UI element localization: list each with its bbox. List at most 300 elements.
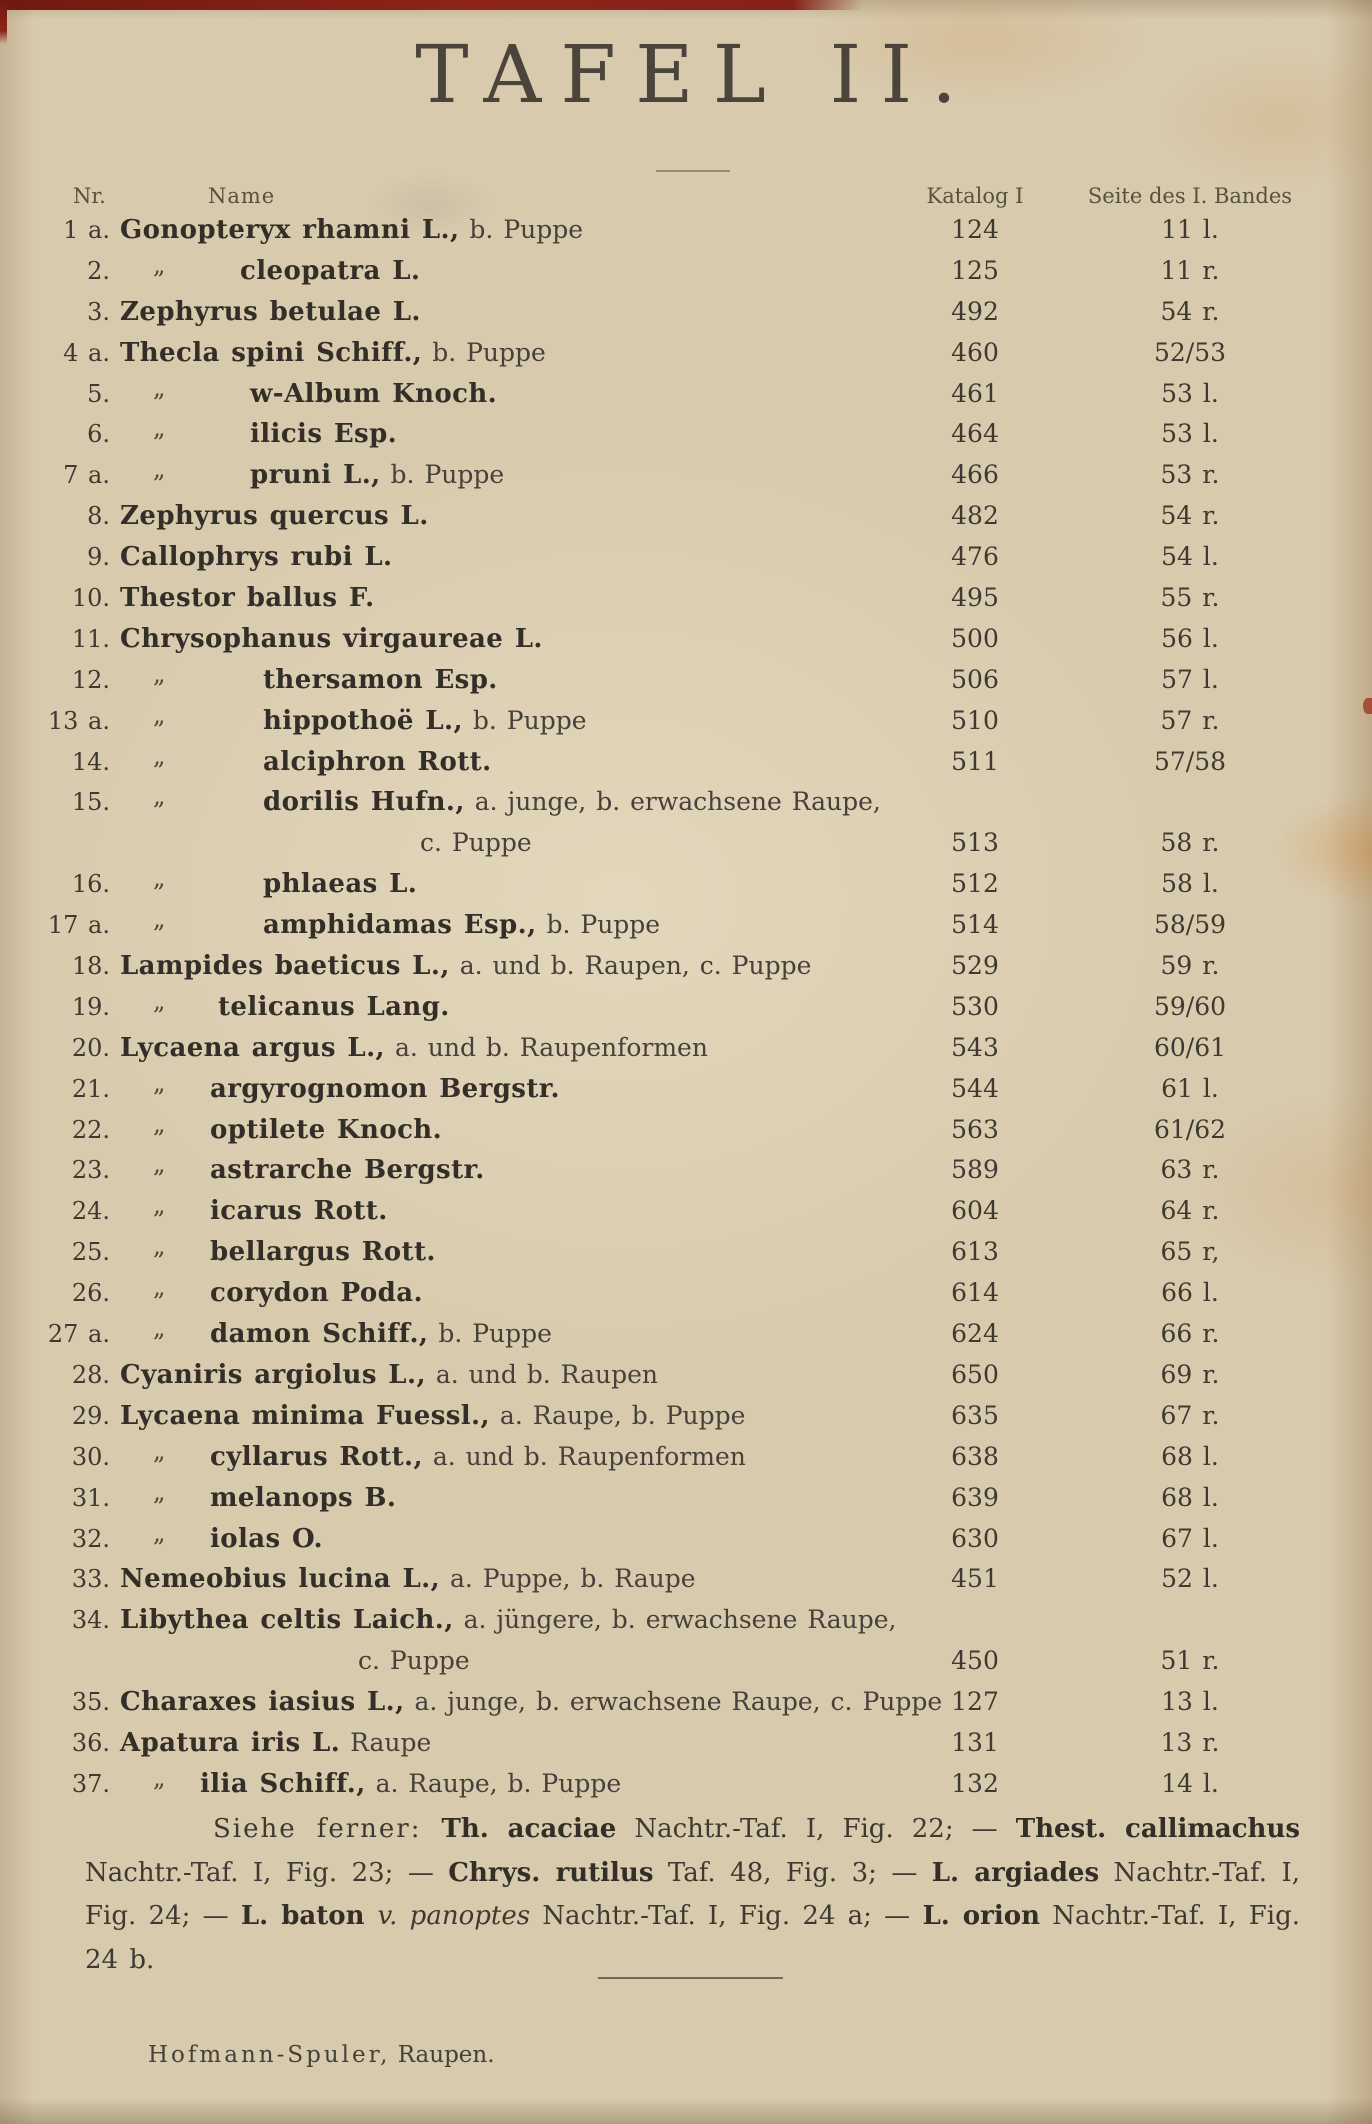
row-nr: 17 a. bbox=[47, 911, 110, 940]
row-species-bold: phlaeas L. bbox=[263, 869, 418, 900]
row-katalog-number: 614 bbox=[951, 1278, 999, 1308]
red-page-edge-top bbox=[0, 0, 862, 10]
row-species-bold: damon Schiff., bbox=[210, 1319, 429, 1350]
row-ditto-mark: „ bbox=[153, 905, 166, 934]
row-name-text bbox=[120, 210, 583, 251]
row-seite-ref: 65 r, bbox=[1160, 1237, 1220, 1267]
row-katalog-number: 512 bbox=[951, 869, 999, 899]
row-name-text bbox=[120, 1641, 470, 1682]
table-row bbox=[0, 987, 1372, 1028]
row-katalog-number: 650 bbox=[951, 1359, 999, 1389]
row-nr: 25. bbox=[71, 1238, 110, 1267]
row-ditto-mark: „ bbox=[153, 1232, 166, 1261]
row-species-bold: Chrysophanus virgaureae L. bbox=[120, 623, 543, 654]
row-ditto-mark: „ bbox=[153, 1477, 166, 1506]
row-nr: 32. bbox=[71, 1524, 110, 1553]
row-nr: 14. bbox=[71, 747, 110, 776]
row-name-text bbox=[120, 1028, 708, 1069]
row-seite-ref: 61 l. bbox=[1161, 1073, 1219, 1103]
row-name bbox=[120, 333, 910, 374]
row-species-bold: astrarche Bergstr. bbox=[210, 1155, 485, 1186]
row-name-text bbox=[120, 1273, 423, 1314]
row-species-bold: Lampides baeticus L., bbox=[120, 951, 450, 982]
row-katalog-number: 544 bbox=[951, 1073, 999, 1103]
row-name bbox=[120, 946, 910, 987]
row-species-bold: telicanus Lang. bbox=[218, 991, 450, 1022]
row-ditto-mark: „ bbox=[153, 1763, 166, 1792]
row-nr: 10. bbox=[71, 584, 110, 613]
row-name bbox=[120, 1519, 910, 1560]
row-species-bold: amphidamas Esp., bbox=[263, 910, 537, 941]
row-katalog-number: 529 bbox=[951, 951, 999, 981]
row-species-bold: bellargus Rott. bbox=[210, 1237, 436, 1268]
row-name-text bbox=[120, 333, 546, 374]
row-name bbox=[120, 1110, 910, 1151]
row-nr: 5. bbox=[87, 379, 110, 408]
row-ditto-mark: „ bbox=[153, 864, 166, 893]
row-species-bold: iolas O. bbox=[210, 1523, 324, 1554]
row-name bbox=[120, 578, 910, 619]
row-name bbox=[120, 1028, 910, 1069]
row-katalog-number: 460 bbox=[951, 337, 999, 367]
row-name bbox=[120, 414, 910, 455]
row-species-bold: alciphron Rott. bbox=[263, 746, 492, 777]
table-row bbox=[0, 701, 1372, 742]
row-nr: 4 a. bbox=[63, 338, 110, 367]
row-descriptor: b. Puppe bbox=[380, 460, 505, 490]
row-katalog-number: 589 bbox=[951, 1155, 999, 1185]
row-ditto-mark: „ bbox=[153, 1150, 166, 1179]
footnote-segment: Nachtr.-Taf. I, Fig. 24; — bbox=[85, 1857, 1300, 1931]
row-name bbox=[120, 619, 910, 660]
row-name bbox=[120, 701, 910, 742]
row-species-bold: Thecla spini Schiff., bbox=[120, 337, 423, 368]
title-divider bbox=[656, 170, 730, 172]
row-name bbox=[120, 905, 910, 946]
row-name-text bbox=[120, 1437, 746, 1478]
row-seite-ref: 53 l. bbox=[1161, 378, 1219, 408]
row-nr: 9. bbox=[87, 543, 110, 572]
row-species-bold: cyllarus Rott., bbox=[210, 1441, 423, 1472]
footnote-segment: Nachtr.-Taf. I, Fig. 23; — bbox=[85, 1857, 449, 1888]
row-ditto-mark: „ bbox=[153, 659, 166, 688]
footnote-segment: Nachtr.-Taf. I, Fig. 22; — bbox=[616, 1814, 1016, 1844]
table-row bbox=[0, 1723, 1372, 1764]
row-name bbox=[120, 1355, 910, 1396]
table-row bbox=[0, 414, 1372, 455]
row-species-bold: Lycaena argus L., bbox=[120, 1032, 385, 1063]
table-row bbox=[0, 1355, 1372, 1396]
row-nr: 21. bbox=[71, 1074, 110, 1103]
row-nr: 19. bbox=[71, 992, 110, 1021]
row-descriptor: a. junge, b. erwachsene Raupe, bbox=[464, 787, 881, 817]
row-descriptor: a. und b. Raupen bbox=[425, 1359, 658, 1389]
row-seite-ref: 58 r. bbox=[1160, 828, 1220, 858]
footnote-segment: v. panoptes bbox=[377, 1901, 531, 1931]
row-name bbox=[120, 1764, 910, 1805]
row-name-text bbox=[120, 1355, 658, 1396]
row-descriptor: a. und b. Raupenformen bbox=[385, 1032, 708, 1062]
row-seite-ref: 52 l. bbox=[1161, 1564, 1219, 1594]
table-row bbox=[0, 1273, 1372, 1314]
row-species-bold: Apatura iris L. bbox=[120, 1727, 341, 1758]
row-descriptor: a. und b. Raupenformen bbox=[422, 1441, 746, 1471]
row-seite-ref: 13 r. bbox=[1160, 1727, 1220, 1757]
table-row bbox=[0, 660, 1372, 701]
row-seite-ref: 14 l. bbox=[1161, 1768, 1219, 1798]
table-row bbox=[0, 1396, 1372, 1437]
row-species-bold: w-Album Knoch. bbox=[250, 378, 498, 409]
row-name-text bbox=[120, 455, 504, 496]
table-row bbox=[0, 1682, 1372, 1723]
row-name bbox=[120, 987, 910, 1028]
row-katalog-number: 543 bbox=[951, 1032, 999, 1062]
table-row bbox=[0, 1314, 1372, 1355]
footnote-segment: Nachtr.-Taf. I, Fig. 24 a; — bbox=[530, 1901, 923, 1931]
table-row bbox=[0, 742, 1372, 783]
row-species-bold: hippothoë L., bbox=[263, 705, 463, 736]
row-nr: 13 a. bbox=[47, 706, 110, 735]
row-katalog-number: 604 bbox=[951, 1196, 999, 1226]
row-name bbox=[120, 537, 910, 578]
row-nr: 8. bbox=[87, 502, 110, 531]
row-name-text bbox=[120, 905, 660, 946]
row-katalog-number: 510 bbox=[951, 705, 999, 735]
row-katalog-number: 124 bbox=[951, 215, 999, 244]
row-katalog-number: 511 bbox=[951, 746, 999, 776]
table-row bbox=[0, 1191, 1372, 1232]
row-seite-ref: 58/59 bbox=[1153, 910, 1227, 940]
row-name-text bbox=[120, 701, 587, 742]
row-nr: 12. bbox=[71, 665, 110, 694]
row-katalog-number: 466 bbox=[951, 460, 999, 490]
row-name-text bbox=[120, 987, 450, 1028]
row-seite-ref: 61/62 bbox=[1153, 1114, 1227, 1144]
table-row bbox=[0, 782, 1372, 823]
row-katalog-number: 563 bbox=[951, 1114, 999, 1144]
row-ditto-mark: „ bbox=[153, 1436, 166, 1465]
row-seite-ref: 56 l. bbox=[1161, 623, 1219, 653]
row-ditto-mark: „ bbox=[153, 1191, 166, 1220]
row-species-bold: Thestor ballus F. bbox=[120, 583, 375, 614]
row-seite-ref: 64 r. bbox=[1160, 1196, 1220, 1226]
row-seite-ref: 60/61 bbox=[1153, 1032, 1227, 1062]
row-name-text bbox=[120, 292, 421, 333]
row-name bbox=[120, 496, 910, 537]
row-nr: 29. bbox=[71, 1401, 110, 1430]
row-nr: 30. bbox=[71, 1442, 110, 1471]
row-species-bold: ilia Schiff., bbox=[200, 1768, 366, 1799]
row-nr: 36. bbox=[71, 1728, 110, 1757]
table-row bbox=[0, 1600, 1372, 1641]
table-row bbox=[0, 619, 1372, 660]
row-descriptor: a. Puppe, b. Raupe bbox=[440, 1564, 696, 1594]
table-row bbox=[0, 251, 1372, 292]
row-ditto-mark: „ bbox=[153, 1109, 166, 1138]
footnote-segment: Siehe ferner: bbox=[213, 1814, 442, 1844]
row-katalog-number: 530 bbox=[951, 991, 999, 1021]
row-name-text bbox=[120, 1600, 896, 1641]
row-seite-ref: 54 r. bbox=[1160, 501, 1220, 531]
row-seite-ref: 13 l. bbox=[1161, 1687, 1219, 1717]
imprint-publisher: Hofmann-Spuler, bbox=[148, 2042, 391, 2068]
row-katalog-number: 635 bbox=[951, 1400, 999, 1430]
row-seite-ref: 55 r. bbox=[1160, 583, 1220, 613]
table-row bbox=[0, 374, 1372, 415]
row-name-text bbox=[120, 1764, 621, 1805]
row-katalog-number: 624 bbox=[951, 1319, 999, 1349]
row-descriptor: a. jüngere, b. erwachsene Raupe, bbox=[453, 1605, 897, 1635]
table-row bbox=[0, 1478, 1372, 1519]
row-nr: 15. bbox=[71, 788, 110, 817]
row-nr: 1 a. bbox=[63, 216, 110, 244]
row-katalog-number: 492 bbox=[951, 296, 999, 326]
row-species-bold: Callophrys rubi L. bbox=[120, 542, 393, 573]
row-name bbox=[120, 1396, 910, 1437]
row-name bbox=[120, 1478, 910, 1519]
row-katalog-number: 630 bbox=[951, 1523, 999, 1553]
row-ditto-mark: „ bbox=[153, 1518, 166, 1547]
row-seite-ref: 51 r. bbox=[1160, 1646, 1220, 1676]
row-ditto-mark: „ bbox=[153, 455, 166, 484]
row-descriptor: b. Puppe bbox=[462, 705, 587, 735]
row-name-text bbox=[120, 578, 375, 619]
row-nr: 20. bbox=[71, 1033, 110, 1062]
table-row bbox=[0, 292, 1372, 333]
row-species-bold: pruni L., bbox=[250, 460, 381, 491]
row-katalog-number: 482 bbox=[951, 501, 999, 531]
row-species-bold: dorilis Hufn., bbox=[263, 787, 465, 818]
row-species-bold: icarus Rott. bbox=[210, 1196, 388, 1227]
row-katalog-number: 451 bbox=[951, 1564, 999, 1594]
footnote-segment: Thest. callimachus bbox=[1015, 1814, 1300, 1844]
row-ditto-mark: „ bbox=[153, 414, 166, 443]
column-header-seite: Seite des I. Bandes bbox=[1087, 184, 1293, 208]
row-species-bold: Libythea celtis Laich., bbox=[120, 1605, 454, 1636]
row-name-text bbox=[120, 660, 498, 701]
row-nr: 23. bbox=[71, 1156, 110, 1185]
footnote-segment: L. argiades bbox=[931, 1857, 1100, 1888]
row-seite-ref: 67 l. bbox=[1161, 1523, 1219, 1553]
footer-divider bbox=[598, 1977, 783, 1979]
footnote bbox=[85, 1808, 1300, 1982]
row-species-bold: argyrognomon Bergstr. bbox=[210, 1073, 560, 1104]
row-ditto-mark: „ bbox=[153, 1068, 166, 1097]
row-ditto-mark: „ bbox=[153, 741, 166, 770]
row-descriptor: a. Raupe, b. Puppe bbox=[365, 1768, 622, 1798]
row-descriptor: b. Puppe bbox=[536, 910, 661, 940]
row-seite-ref: 63 r. bbox=[1160, 1155, 1220, 1185]
column-header-nr: Nr. bbox=[73, 184, 106, 208]
row-katalog-number: 639 bbox=[951, 1482, 999, 1512]
row-name-text bbox=[120, 1150, 485, 1191]
row-name bbox=[120, 1559, 910, 1600]
row-katalog-number: 495 bbox=[951, 583, 999, 613]
row-seite-ref: 57/58 bbox=[1153, 746, 1227, 776]
row-nr: 24. bbox=[71, 1197, 110, 1226]
table-row bbox=[0, 864, 1372, 905]
table-row bbox=[0, 455, 1372, 496]
row-nr: 6. bbox=[87, 420, 110, 449]
row-katalog-number: 131 bbox=[951, 1727, 999, 1757]
row-name-text bbox=[120, 1232, 436, 1273]
row-name-text bbox=[120, 1396, 745, 1437]
row-ditto-mark: „ bbox=[153, 373, 166, 402]
row-name bbox=[120, 1232, 910, 1273]
row-name bbox=[120, 1314, 910, 1355]
row-nr: 35. bbox=[71, 1688, 110, 1717]
row-name-text bbox=[120, 946, 811, 987]
row-name-text bbox=[120, 619, 543, 660]
table-row bbox=[0, 1028, 1372, 1069]
row-katalog-number: 500 bbox=[951, 623, 999, 653]
footnote-segment: L. orion bbox=[922, 1901, 1040, 1931]
row-name bbox=[120, 782, 910, 823]
row-descriptor: Raupe bbox=[340, 1727, 432, 1757]
row-ditto-mark: „ bbox=[153, 782, 166, 811]
row-name-text bbox=[120, 1723, 431, 1764]
row-seite-ref: 57 l. bbox=[1161, 664, 1219, 694]
row-seite-ref: 57 r. bbox=[1160, 705, 1220, 735]
row-name-text bbox=[120, 1069, 560, 1110]
row-name bbox=[120, 1191, 910, 1232]
row-species-bold: ilicis Esp. bbox=[250, 419, 398, 450]
row-name-text bbox=[120, 1314, 552, 1355]
row-species-bold: optilete Knoch. bbox=[210, 1114, 443, 1145]
row-katalog-number: 461 bbox=[951, 378, 999, 408]
row-seite-ref: 68 l. bbox=[1161, 1482, 1219, 1512]
row-name bbox=[120, 292, 910, 333]
row-name-text bbox=[120, 742, 492, 783]
table-row bbox=[0, 905, 1372, 946]
row-katalog-number: 464 bbox=[951, 419, 999, 449]
page-title: TAFEL II. bbox=[415, 28, 976, 121]
row-seite-ref: 59/60 bbox=[1153, 991, 1227, 1021]
row-descriptor: b. Puppe bbox=[459, 215, 584, 244]
row-name bbox=[120, 1682, 943, 1723]
table-row bbox=[0, 537, 1372, 578]
row-seite-ref: 52/53 bbox=[1153, 337, 1227, 367]
row-nr: 18. bbox=[71, 952, 110, 981]
row-seite-ref: 53 l. bbox=[1161, 419, 1219, 449]
row-ditto-mark: „ bbox=[153, 986, 166, 1015]
row-seite-ref: 54 r. bbox=[1160, 296, 1220, 326]
row-katalog-number: 450 bbox=[951, 1646, 999, 1676]
row-katalog-number: 638 bbox=[951, 1441, 999, 1471]
row-seite-ref: 66 l. bbox=[1161, 1278, 1219, 1308]
row-katalog-number: 476 bbox=[951, 542, 999, 572]
row-species-bold: Zephyrus quercus L. bbox=[120, 501, 429, 532]
footnote-segment: Chrys. rutilus bbox=[448, 1857, 654, 1888]
row-name-text bbox=[120, 1559, 696, 1600]
row-name-text bbox=[120, 1110, 442, 1151]
row-seite-ref: 68 l. bbox=[1161, 1441, 1219, 1471]
table-row bbox=[0, 1519, 1372, 1560]
table-row bbox=[0, 946, 1372, 987]
row-nr: 31. bbox=[71, 1483, 110, 1512]
table-rows bbox=[0, 210, 1372, 1805]
row-species-bold: Lycaena minima Fuessl., bbox=[120, 1400, 490, 1431]
row-nr: 11. bbox=[71, 624, 110, 653]
table-row bbox=[0, 823, 1372, 864]
row-species-bold: Zephyrus betulae L. bbox=[120, 296, 421, 327]
row-species-bold: thersamon Esp. bbox=[263, 664, 498, 695]
table-row bbox=[0, 1110, 1372, 1151]
row-descriptor: c. Puppe bbox=[358, 1646, 470, 1676]
footnote-segment: Nachtr.-Taf. I, Fig. 24 b. bbox=[85, 1901, 1301, 1975]
footnote-segment: Taf. 48, Fig. 3; — bbox=[653, 1857, 932, 1888]
row-name bbox=[120, 1723, 910, 1764]
row-ditto-mark: „ bbox=[153, 250, 166, 279]
row-katalog-number: 613 bbox=[951, 1237, 999, 1267]
row-descriptor: c. Puppe bbox=[420, 828, 532, 858]
table-row bbox=[0, 496, 1372, 537]
row-name-text bbox=[120, 1682, 942, 1723]
row-name bbox=[120, 823, 910, 864]
row-nr: 3. bbox=[87, 297, 110, 326]
row-nr: 22. bbox=[71, 1115, 110, 1144]
imprint bbox=[148, 2042, 495, 2068]
row-species-bold: Cyaniris argiolus L., bbox=[120, 1359, 426, 1390]
row-seite-ref: 58 l. bbox=[1161, 869, 1219, 899]
row-name bbox=[120, 1437, 910, 1478]
row-species-bold: Gonopteryx rhamni L., bbox=[120, 215, 460, 245]
footnote-segment: L. baton bbox=[240, 1901, 378, 1931]
table-row bbox=[0, 333, 1372, 374]
row-ditto-mark: „ bbox=[153, 1273, 166, 1302]
table-row bbox=[0, 1069, 1372, 1110]
row-name bbox=[120, 660, 910, 701]
row-species-bold: melanops B. bbox=[210, 1482, 397, 1513]
row-name bbox=[120, 1641, 910, 1682]
row-descriptor: a. junge, b. erwachsene Raupe, c. Puppe bbox=[404, 1687, 943, 1717]
row-name bbox=[120, 455, 910, 496]
row-katalog-number: 514 bbox=[951, 910, 999, 940]
table-row bbox=[0, 1150, 1372, 1191]
row-name-text bbox=[120, 374, 497, 415]
row-ditto-mark: „ bbox=[153, 700, 166, 729]
column-header-name: Name bbox=[208, 184, 276, 208]
row-species-bold: corydon Poda. bbox=[210, 1278, 423, 1309]
row-species-bold: cleopatra L. bbox=[240, 255, 421, 286]
row-name bbox=[120, 1273, 910, 1314]
row-seite-ref: 11 l. bbox=[1161, 215, 1219, 244]
row-species-bold: Nemeobius lucina L., bbox=[120, 1564, 441, 1595]
row-name-text bbox=[120, 782, 881, 823]
row-seite-ref: 69 r. bbox=[1160, 1359, 1220, 1389]
imprint-series: Raupen. bbox=[390, 2042, 495, 2068]
row-katalog-number: 125 bbox=[951, 255, 999, 285]
row-name bbox=[120, 1150, 910, 1191]
table-row bbox=[0, 1559, 1372, 1600]
row-seite-ref: 53 r. bbox=[1160, 460, 1220, 490]
row-katalog-number: 132 bbox=[951, 1768, 999, 1798]
table-row bbox=[0, 1641, 1372, 1682]
row-name bbox=[120, 1600, 910, 1641]
row-ditto-mark: „ bbox=[153, 1314, 166, 1343]
row-descriptor: a. und b. Raupen, c. Puppe bbox=[449, 951, 812, 981]
row-name bbox=[120, 210, 910, 251]
table-row bbox=[0, 1232, 1372, 1273]
row-name bbox=[120, 864, 910, 905]
row-nr: 27 a. bbox=[47, 1320, 110, 1349]
column-header-katalog: Katalog I bbox=[926, 184, 1024, 208]
table-row bbox=[0, 210, 1372, 251]
row-name bbox=[120, 1069, 910, 1110]
row-name-text bbox=[120, 1519, 323, 1560]
row-name bbox=[120, 374, 910, 415]
row-nr: 7 a. bbox=[63, 461, 110, 490]
